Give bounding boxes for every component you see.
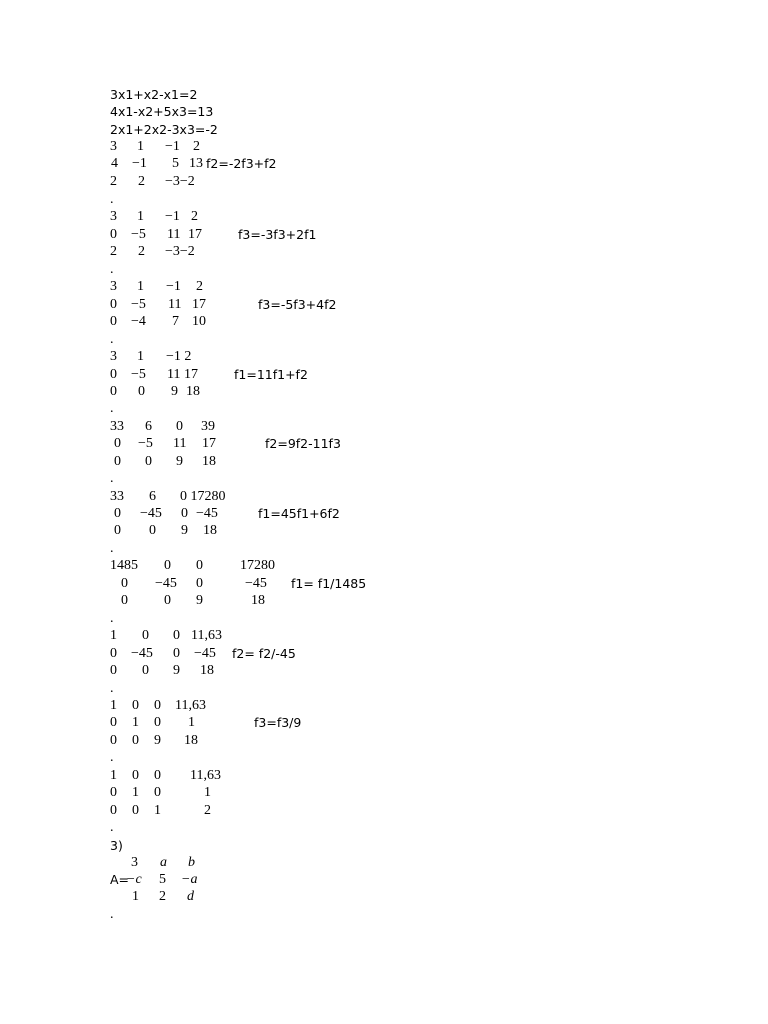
matrix-cell: 0: [114, 506, 121, 521]
separator-dot: .: [110, 750, 114, 765]
matrix-cell: 18: [200, 663, 214, 678]
matrix-cell: 18: [202, 454, 216, 469]
separator-dot: .: [110, 907, 114, 922]
row-operation: f2= f2/-45: [232, 646, 296, 661]
matrix-cell: 33: [110, 419, 124, 434]
matrix-cell: 11: [167, 227, 181, 242]
separator-dot: .: [110, 262, 114, 277]
matrix-cell: 6: [149, 489, 156, 504]
matrix-cell: 1: [110, 628, 117, 643]
matrix-cell: 7: [172, 314, 179, 329]
matrix-cell: 0: [114, 523, 121, 538]
matrix-cell: 11: [168, 297, 182, 312]
matrix-cell: −c: [126, 872, 142, 887]
matrix-cell: 33: [110, 489, 124, 504]
matrix-cell: 1: [188, 715, 195, 730]
matrix-cell: 0: [114, 436, 121, 451]
matrix-row: [0, 592, 768, 609]
matrix-cell: 1: [137, 209, 144, 224]
matrix-cell: b: [188, 855, 195, 870]
matrix-row: [0, 767, 768, 784]
matrix-cell: 0: [114, 454, 121, 469]
equation-3: 2x1+2x2-3x3=-2: [110, 122, 218, 137]
matrix-cell: −5: [138, 436, 153, 451]
matrix-row: [0, 488, 768, 505]
matrix-cell: 0: [196, 576, 203, 591]
matrix-cell: 0: [110, 384, 117, 399]
matrix-cell: 18: [251, 593, 265, 608]
matrix-row: [0, 714, 768, 731]
matrix-cell: 17: [192, 297, 206, 312]
row-operation: f3=f3/9: [254, 715, 302, 730]
matrix-cell: 1: [137, 139, 144, 154]
matrix-cell: 0: [149, 523, 156, 538]
matrix-cell: 0: [110, 367, 117, 382]
matrix-cell: −4: [131, 314, 146, 329]
matrix-cell: 10: [192, 314, 206, 329]
matrix-cell: 3: [110, 349, 117, 364]
matrix-row: [0, 418, 768, 435]
matrix-cell: 0: [173, 628, 180, 643]
matrix-cell: 1: [137, 349, 144, 364]
matrix-cell: 0: [110, 227, 117, 242]
matrix-cell: 9: [181, 523, 188, 538]
matrix-cell: 9: [154, 733, 161, 748]
matrix-cell: 6: [145, 419, 152, 434]
matrix-cell: −45: [131, 646, 153, 661]
matrix-cell: 0: [110, 803, 117, 818]
matrix-cell: 0: [181, 506, 188, 521]
row-operation: f2=-2f3+f2: [206, 156, 277, 171]
matrix-row: [0, 662, 768, 679]
matrix-cell: 0: [121, 576, 128, 591]
equation-2: 4x1-x2+5x3=13: [110, 104, 214, 119]
matrix-cell: 11,63: [190, 768, 221, 783]
section-heading: 3): [110, 838, 123, 853]
matrix-cell: 11: [173, 436, 187, 451]
matrix-row: [0, 854, 768, 871]
matrix-cell: 18: [184, 733, 198, 748]
matrix-cell: 2: [110, 174, 117, 189]
matrix-cell: 39: [201, 419, 215, 434]
matrix-cell: 0: [142, 663, 149, 678]
matrix-cell: 9: [173, 663, 180, 678]
matrix-cell: 3: [110, 139, 117, 154]
matrix-cell: 0: [110, 297, 117, 312]
matrix-cell: 2: [191, 209, 198, 224]
separator-dot: .: [110, 681, 114, 696]
matrix-row: [0, 138, 768, 155]
matrix-cell: 0: [154, 785, 161, 800]
matrix-cell: 0: [142, 628, 149, 643]
matrix-row: [0, 155, 768, 172]
matrix-row: [0, 697, 768, 714]
matrix-label: A=: [110, 872, 130, 887]
matrix-cell: 11 17: [167, 367, 198, 382]
matrix-cell: −3−2: [165, 244, 195, 259]
separator-dot: .: [110, 541, 114, 556]
matrix-cell: 0: [132, 733, 139, 748]
matrix-cell: 0: [110, 785, 117, 800]
matrix-row: [0, 557, 768, 574]
row-operation: f1= f1/1485: [291, 576, 367, 591]
matrix-cell: −45: [140, 506, 162, 521]
matrix-cell: 18: [186, 384, 200, 399]
matrix-cell: −45: [194, 646, 216, 661]
matrix-cell: 13: [189, 156, 203, 171]
separator-dot: .: [110, 611, 114, 626]
matrix-cell: −45: [155, 576, 177, 591]
matrix-cell: 11,63: [175, 698, 206, 713]
matrix-cell: 0: [164, 593, 171, 608]
matrix-cell: 0: [110, 715, 117, 730]
matrix-cell: 0: [173, 646, 180, 661]
matrix-cell: −3−2: [165, 174, 195, 189]
matrix-cell: 2: [196, 279, 203, 294]
matrix-cell: −5: [131, 367, 146, 382]
matrix-cell: 0: [154, 768, 161, 783]
matrix-cell: 0: [110, 314, 117, 329]
matrix-cell: 9: [196, 593, 203, 608]
row-operation: f3=-3f3+2f1: [238, 227, 317, 242]
matrix-cell: 0: [176, 419, 183, 434]
matrix-cell: 0: [110, 646, 117, 661]
matrix-row: [0, 296, 768, 313]
matrix-cell: 17: [202, 436, 216, 451]
matrix-row: [0, 453, 768, 470]
separator-dot: .: [110, 192, 114, 207]
matrix-cell: 9: [176, 454, 183, 469]
matrix-cell: −1: [166, 279, 181, 294]
matrix-cell: −1 2: [166, 349, 192, 364]
matrix-cell: 0: [164, 558, 171, 573]
matrix-row: [0, 802, 768, 819]
matrix-cell: 3: [131, 855, 138, 870]
matrix-row: [0, 278, 768, 295]
matrix-cell: 0: [154, 715, 161, 730]
matrix-cell: 2: [110, 244, 117, 259]
matrix-cell: 2: [204, 803, 211, 818]
matrix-cell: 2: [138, 174, 145, 189]
matrix-cell: 17: [188, 227, 202, 242]
matrix-cell: −5: [131, 297, 146, 312]
separator-dot: .: [110, 471, 114, 486]
matrix-row: [0, 575, 768, 592]
matrix-cell: −5: [131, 227, 146, 242]
matrix-cell: 11,63: [191, 628, 222, 643]
matrix-row: [0, 173, 768, 190]
matrix-cell: −45: [196, 506, 218, 521]
matrix-row: [0, 348, 768, 365]
matrix-cell: 0: [132, 768, 139, 783]
matrix-cell: 0: [138, 384, 145, 399]
matrix-row: [0, 732, 768, 749]
matrix-cell: 2: [138, 244, 145, 259]
matrix-cell: 0: [132, 698, 139, 713]
matrix-cell: 9: [171, 384, 178, 399]
matrix-row: [0, 505, 768, 522]
matrix-cell: 2: [159, 889, 166, 904]
row-operation: f1=45f1+6f2: [258, 506, 340, 521]
matrix-cell: 1485: [110, 558, 138, 573]
matrix-cell: 1: [154, 803, 161, 818]
row-operation: f3=-5f3+4f2: [258, 297, 337, 312]
matrix-cell: 1: [132, 785, 139, 800]
matrix-cell: −1: [132, 156, 147, 171]
matrix-cell: 1: [132, 889, 139, 904]
matrix-cell: −1: [165, 209, 180, 224]
matrix-cell: 0: [110, 663, 117, 678]
matrix-cell: 1: [110, 698, 117, 713]
matrix-row: [0, 383, 768, 400]
separator-dot: .: [110, 820, 114, 835]
matrix-row: [0, 366, 768, 383]
matrix-row: [0, 645, 768, 662]
matrix-cell: 0 17280: [180, 489, 226, 504]
matrix-cell: 3: [110, 209, 117, 224]
matrix-row: [0, 871, 768, 888]
matrix-row: [0, 435, 768, 452]
matrix-cell: a: [160, 855, 167, 870]
matrix-row: [0, 784, 768, 801]
matrix-cell: 1: [132, 715, 139, 730]
matrix-cell: d: [187, 889, 194, 904]
matrix-cell: 3: [110, 279, 117, 294]
matrix-cell: 0: [110, 733, 117, 748]
matrix-row: [0, 522, 768, 539]
matrix-cell: 0: [121, 593, 128, 608]
matrix-row: [0, 627, 768, 644]
matrix-cell: 1: [204, 785, 211, 800]
matrix-cell: −45: [245, 576, 267, 591]
equation-1: 3x1+x2-x1=2: [110, 87, 198, 102]
matrix-row: [0, 226, 768, 243]
matrix-cell: −1: [165, 139, 180, 154]
matrix-cell: 5: [159, 872, 166, 887]
matrix-row: [0, 888, 768, 905]
matrix-cell: 4: [111, 156, 118, 171]
separator-dot: .: [110, 401, 114, 416]
separator-dot: .: [110, 332, 114, 347]
matrix-cell: 17280: [240, 558, 275, 573]
matrix-cell: 1: [137, 279, 144, 294]
matrix-row: [0, 243, 768, 260]
matrix-cell: 18: [203, 523, 217, 538]
matrix-cell: 0: [154, 698, 161, 713]
matrix-row: [0, 208, 768, 225]
matrix-cell: 0: [145, 454, 152, 469]
row-operation: f1=11f1+f2: [234, 367, 308, 382]
matrix-cell: −a: [181, 872, 198, 887]
matrix-cell: 5: [172, 156, 179, 171]
matrix-cell: 0: [132, 803, 139, 818]
matrix-row: [0, 313, 768, 330]
row-operation: f2=9f2-11f3: [265, 436, 341, 451]
matrix-cell: 0: [196, 558, 203, 573]
matrix-cell: 2: [193, 139, 200, 154]
matrix-cell: 1: [110, 768, 117, 783]
